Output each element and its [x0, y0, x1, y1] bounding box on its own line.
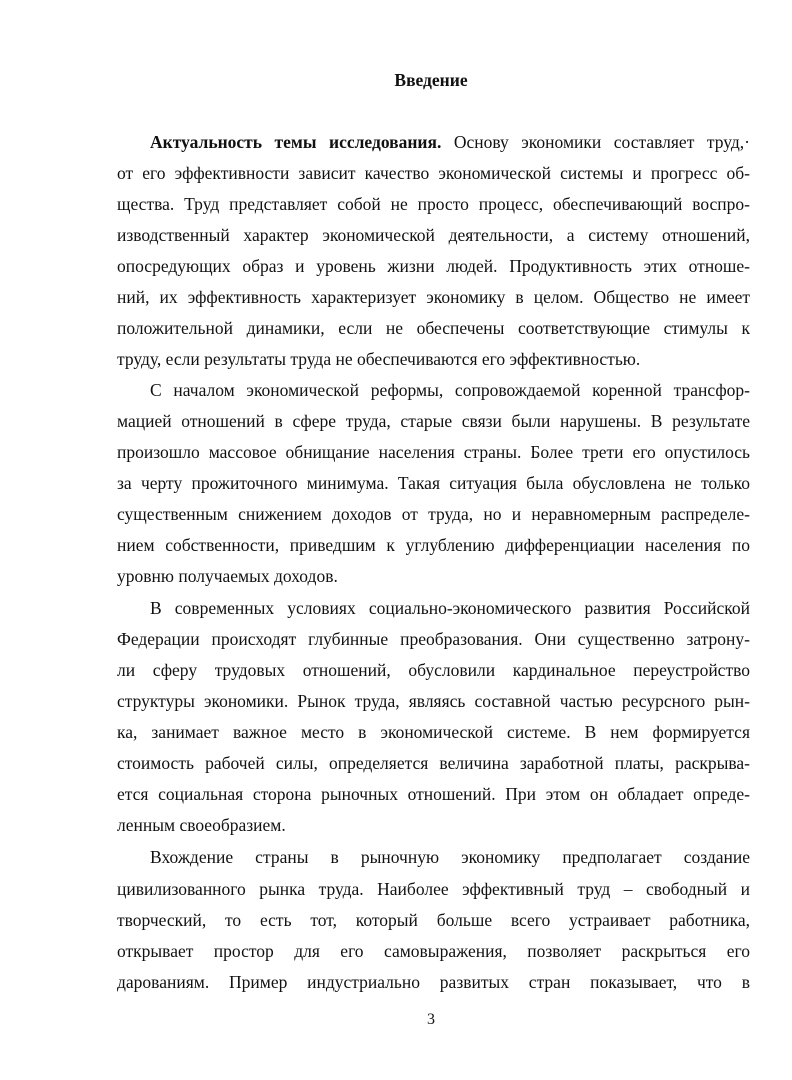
paragraph-line: мацией отношений в сфере труда, старые связи были нарушены. В результате: [117, 411, 750, 431]
page-title: Введение: [394, 70, 468, 90]
paragraph-line: опосредующих образ и уровень жизни людей. Продуктивность этих отноше-: [117, 256, 750, 276]
paragraph-line: ется социальная сторона рыночных отношений. При этом он обладает опреде-: [117, 784, 750, 804]
paragraph-line: С началом экономической реформы, сопровождаемой коренной трансфор-: [150, 380, 750, 400]
paragraph-line: ленным своеобразием.: [117, 815, 286, 835]
paragraph-line: уровню получаемых доходов.: [117, 566, 338, 586]
paragraph-lead-heading: Актуальность темы исследования.: [150, 132, 442, 152]
paragraph-line: существенным снижением доходов от труда, но и неравномерным распределе-: [117, 504, 750, 524]
paragraph-line: творческий, то есть тот, который больше всего устраивает работника,: [117, 910, 750, 930]
paragraph-line: произошло массовое обнищание населения страны. Более трети его опустилось: [117, 442, 750, 462]
paragraph-text: Основу экономики составляет труд,·: [441, 132, 750, 152]
paragraph-line: щества. Труд представляет собой не просто процесс, обеспечивающий воспро-: [117, 194, 750, 214]
paragraph-line: структуры экономики. Рынок труда, являясь составной частью ресурсного рын-: [117, 691, 750, 711]
paragraph-line: от его эффективности зависит качество экономической системы и прогресс об-: [117, 163, 750, 183]
paragraph-line: ка, занимает важное место в экономической системе. В нем формируется: [117, 722, 750, 742]
paragraph-line: изводственный характер экономической деятельности, а систему отношений,: [117, 225, 750, 245]
page-number: 3: [427, 1011, 435, 1028]
paragraph-line: ний, их эффективность характеризует экономику в целом. Общество не имеет: [117, 287, 750, 307]
paragraph-line: В современных условиях социально-экономического развития Российской: [150, 598, 750, 618]
paragraph-line: за черту прожиточного минимума. Такая ситуация была обусловлена не только: [117, 473, 750, 493]
paragraph-1-line-1: [150, 130, 750, 154]
paragraph-line: стоимость рабочей силы, определяется величина заработной платы, раскрыва-: [117, 753, 750, 773]
paragraph-line: труду, если результаты труда не обеспечиваются его эффективностью.: [117, 349, 641, 369]
paragraph-line: Федерации происходят глубинные преобразования. Они существенно затрону-: [117, 629, 750, 649]
paragraph-line: цивилизованного рынка труда. Наиболее эффективный труд – свободный и: [117, 879, 750, 899]
paragraph-line: Вхождение страны в рыночную экономику предполагает создание: [150, 847, 750, 867]
paragraph-line: открывает простор для его самовыражения, позволяет раскрыться его: [117, 941, 750, 961]
paragraph-line: ли сферу трудовых отношений, обусловили кардинальное переустройство: [117, 660, 750, 680]
paragraph-line: положительной динамики, если не обеспечены соответствующие стимулы к: [117, 318, 750, 338]
paragraph-line: дарованиям. Пример индустриально развитых стран показывает, что в: [117, 972, 750, 992]
paragraph-line: нием собственности, приведшим к углублению дифференциации населения по: [117, 535, 750, 555]
